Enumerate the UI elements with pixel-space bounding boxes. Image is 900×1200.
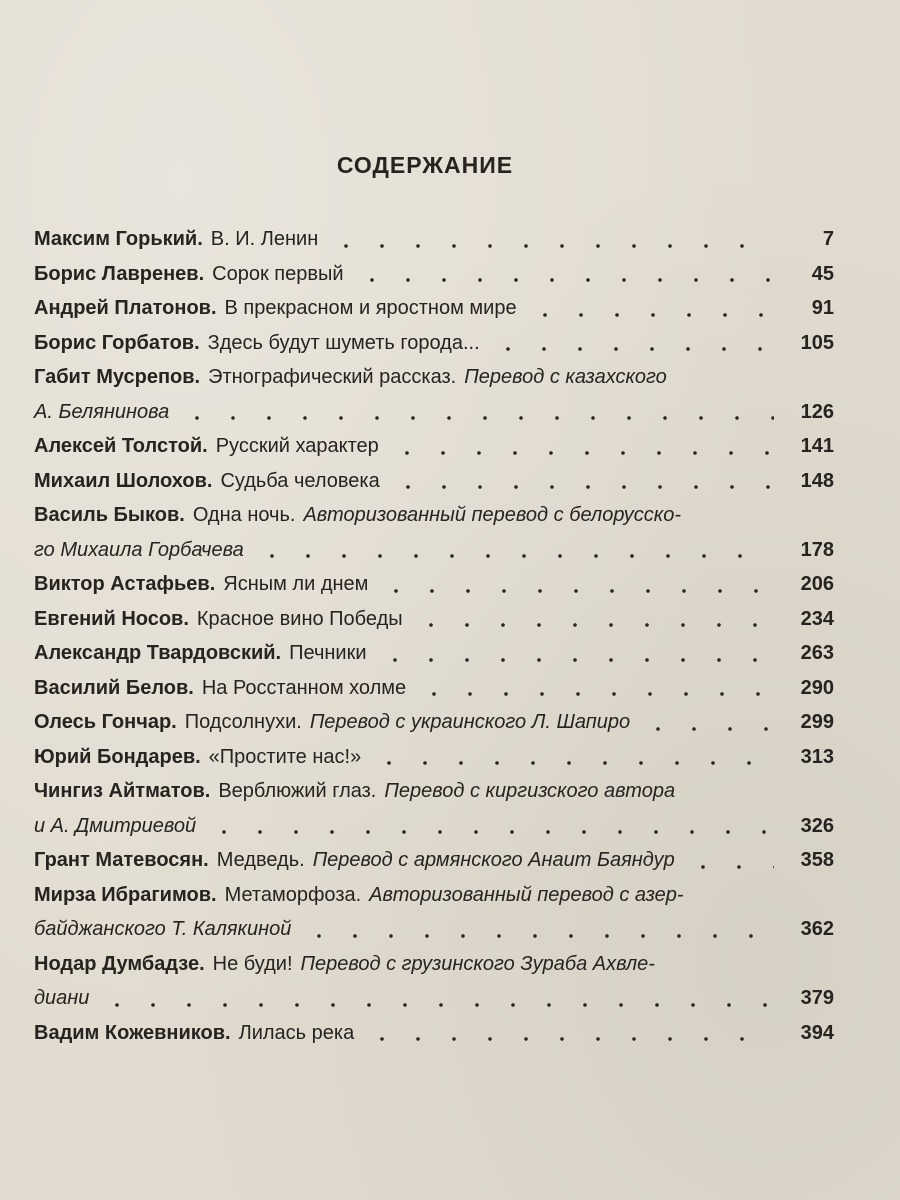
entry-page-number: 263 — [800, 642, 834, 664]
entry-page-number: 45 — [811, 262, 834, 285]
dot-leader — [206, 830, 774, 834]
toc-entry — [34, 671, 834, 706]
toc-entry — [34, 1016, 834, 1051]
entry-translation: Перевод с украинского Л. Шапиро — [309, 711, 631, 733]
entry-page-number: 126 — [800, 400, 834, 423]
entry-page-number: 206 — [800, 573, 834, 595]
toc-entry — [34, 636, 834, 671]
entry-page-number: 326 — [800, 814, 834, 837]
toc-entry — [34, 222, 834, 257]
dot-leader — [179, 416, 774, 420]
entry-title: «Простите нас!» — [208, 745, 362, 768]
dot-leader — [390, 485, 774, 489]
entry-author: Габит Мусрепов. — [34, 366, 201, 388]
entry-title: Судьба человека — [220, 469, 380, 492]
entry-page-number: 299 — [800, 711, 834, 733]
dot-leader — [254, 554, 774, 558]
entry-translation-continued: байджанского Т. Калякиной — [34, 918, 292, 940]
entry-page-number: 105 — [800, 331, 834, 354]
entry-page-number: 7 — [822, 228, 834, 250]
entry-title: Верблюжий глаз. — [218, 780, 377, 802]
contents-heading: СОДЕРЖАНИЕ — [336, 152, 514, 178]
dot-leader — [378, 589, 774, 593]
entry-author: Михаил Шолохов. — [34, 469, 213, 492]
dot-leader — [364, 1037, 774, 1041]
entry-author: Василь Быков. — [34, 504, 185, 526]
toc-entry — [34, 567, 834, 602]
entry-translation: Авторизованный перевод с белорусско- — [303, 504, 682, 526]
toc-entry — [34, 360, 834, 429]
dot-leader — [416, 692, 774, 696]
entry-title: Ясным ли днем — [223, 573, 369, 595]
toc-entry — [34, 740, 834, 775]
toc-entry — [34, 498, 834, 567]
entry-author: Виктор Астафьев. — [34, 573, 216, 595]
entry-author: Евгений Носов. — [34, 607, 189, 630]
entry-author: Андрей Платонов. — [34, 297, 217, 319]
entry-title: В. И. Ленин — [210, 228, 319, 250]
toc-entry — [34, 947, 834, 1016]
entry-page-number: 178 — [800, 538, 834, 561]
dot-leader — [413, 623, 774, 627]
entry-title: Сорок первый — [212, 262, 344, 285]
dot-leader — [371, 761, 774, 765]
entry-page-number: 379 — [800, 987, 834, 1009]
entry-translation: Авторизованный перевод с азер- — [369, 883, 684, 906]
entry-page-number: 148 — [800, 469, 834, 492]
entry-title: Метаморфоза. — [224, 883, 362, 906]
toc-entry — [34, 464, 834, 499]
dot-leader — [685, 865, 774, 869]
entry-author: Василий Белов. — [34, 676, 194, 699]
toc-entry — [34, 326, 834, 361]
entry-title: Красное вино Победы — [196, 607, 403, 630]
dot-leader — [354, 278, 774, 282]
entry-author: Вадим Кожевников. — [34, 1021, 231, 1044]
entry-title: Русский характер — [215, 435, 379, 457]
toc-entry — [34, 602, 834, 637]
entry-page-number: 290 — [800, 676, 834, 699]
toc-entry — [34, 774, 834, 843]
entry-author: Олесь Гончар. — [34, 711, 177, 733]
entry-translation: Перевод с киргизского автора — [384, 780, 676, 802]
dot-leader — [301, 934, 774, 938]
entry-author: Грант Матевосян. — [34, 849, 209, 871]
entry-page-number: 313 — [800, 745, 834, 768]
entry-title: Здесь будут шуметь города... — [207, 331, 480, 354]
dot-leader — [527, 313, 774, 317]
entry-author: Максим Горький. — [34, 228, 203, 250]
entry-translation-continued: А. Белянинова — [34, 400, 170, 423]
entry-author: Алексей Толстой. — [34, 435, 208, 457]
entry-page-number: 394 — [800, 1021, 834, 1044]
entry-translation-continued: диани — [34, 987, 90, 1009]
entry-page-number: 91 — [811, 297, 834, 319]
toc-entry — [34, 291, 834, 326]
dot-leader — [377, 658, 774, 662]
entry-author: Борис Лавренев. — [34, 262, 205, 285]
entry-page-number: 362 — [800, 918, 834, 940]
dot-leader — [490, 347, 774, 351]
entry-title: Одна ночь. — [192, 504, 296, 526]
toc-entry — [34, 878, 834, 947]
entry-title: В прекрасном и яростном мире — [224, 297, 517, 319]
entry-title: Этнографический рассказ. — [208, 366, 457, 388]
toc-entry — [34, 843, 834, 878]
entry-title: Печники — [289, 642, 367, 664]
entry-author: Александр Твардовский. — [34, 642, 282, 664]
entry-translation-continued: и А. Дмитриевой — [34, 814, 197, 837]
entry-translation: Перевод с армянского Анаит Баяндур — [312, 849, 675, 871]
entry-author: Юрий Бондарев. — [34, 745, 201, 768]
entry-translation: Перевод с казахского — [464, 366, 667, 388]
entry-author: Чингиз Айтматов. — [34, 780, 211, 802]
toc-entry — [34, 705, 834, 740]
entry-title: На Росстанном холме — [201, 676, 407, 699]
table-of-contents — [34, 222, 834, 1050]
dot-leader — [328, 244, 774, 248]
dot-leader — [389, 451, 774, 455]
entry-title: Лилась река — [238, 1021, 355, 1044]
entry-page-number: 141 — [800, 435, 834, 457]
entry-author: Мирза Ибрагимов. — [34, 883, 217, 906]
entry-author: Нодар Думбадзе. — [34, 952, 205, 975]
entry-title: Не буди! — [212, 952, 293, 975]
entry-translation: Перевод с грузинского Зураба Ахвле- — [300, 952, 655, 975]
entry-title: Медведь. — [216, 849, 305, 871]
entry-translation-continued: го Михаила Горбачева — [34, 538, 244, 561]
toc-entry — [34, 257, 834, 292]
toc-entry — [34, 429, 834, 464]
entry-page-number: 358 — [800, 849, 834, 871]
dot-leader — [640, 727, 774, 731]
entry-title: Подсолнухи. — [184, 711, 302, 733]
entry-author: Борис Горбатов. — [34, 331, 200, 354]
entry-page-number: 234 — [800, 607, 834, 630]
dot-leader — [99, 1003, 774, 1007]
